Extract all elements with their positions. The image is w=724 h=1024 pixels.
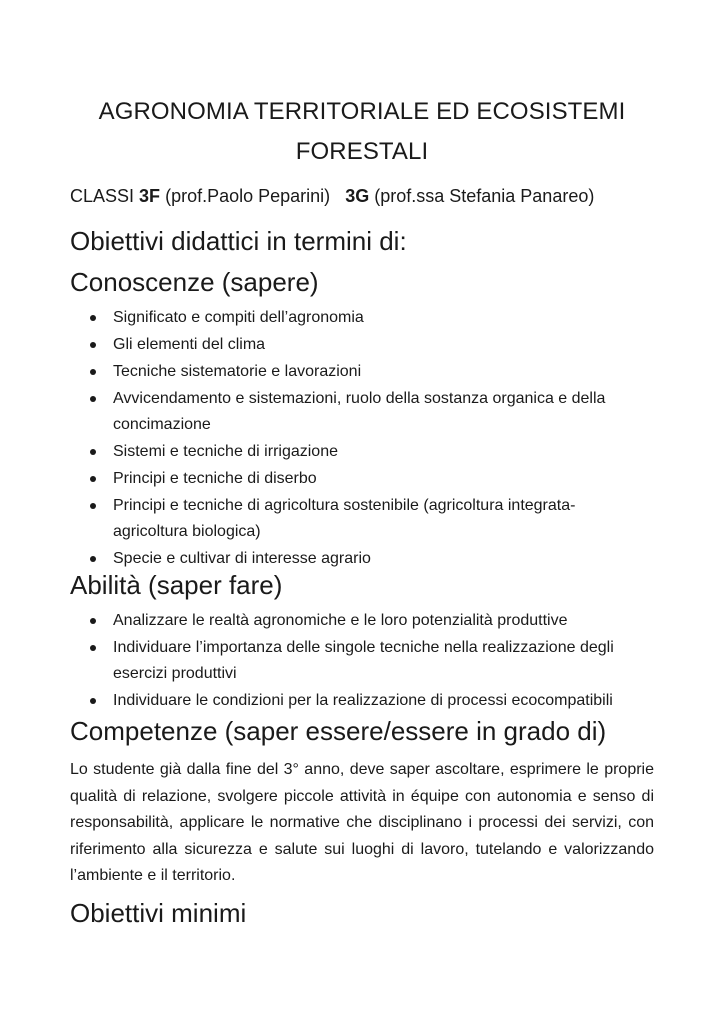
document-title: AGRONOMIA TERRITORIALE ED ECOSISTEMI FORESTALI <box>98 98 626 165</box>
class-3f: 3F <box>139 186 161 206</box>
list-item: Principi e tecniche di diserbo <box>70 466 670 492</box>
teacher-3g: (prof.ssa Stefania Panareo) <box>374 186 595 206</box>
list-item: Gli elementi del clima <box>70 332 670 358</box>
conoscenze-heading: Conoscenze (sapere) <box>70 267 319 297</box>
list-item: Individuare l’importanza delle singole tecniche nella realizzazione degli esercizi produttivi <box>70 635 670 687</box>
class-3g: 3G <box>345 186 370 206</box>
classes-prefix: CLASSI <box>70 186 135 206</box>
competenze-paragraph: Lo studente già dalla fine del 3° anno, deve saper ascoltare, esprimere le proprie qualità di relazione, svolgere piccole attività in équipe con autonomia e senso di responsabilità, applicare le normative che disciplinano i processi dei servizi, con riferimento alla sicurezza e salute sui luoghi di lavoro, tutelando e valorizzando l’ambiente e il territorio. <box>70 761 654 884</box>
obiettivi-minimi-heading: Obiettivi minimi <box>70 898 247 928</box>
abilita-list <box>70 608 670 715</box>
list-item: Principi e tecniche di agricoltura sostenibile (agricoltura integrata-agricoltura biologica) <box>70 493 670 545</box>
conoscenze-list <box>70 305 670 573</box>
competenze-heading: Competenze (saper essere/essere in grado di) <box>70 716 607 746</box>
abilita-heading: Abilità (saper fare) <box>70 570 283 600</box>
list-item: Individuare le condizioni per la realizzazione di processi ecocompatibili <box>70 688 670 714</box>
list-item: Tecniche sistematorie e lavorazioni <box>70 359 670 385</box>
objectives-heading: Obiettivi didattici in termini di: <box>70 226 407 256</box>
list-item: Sistemi e tecniche di irrigazione <box>70 439 670 465</box>
teacher-3f: (prof.Paolo Peparini) <box>165 186 331 206</box>
list-item: Avvicendamento e sistemazioni, ruolo della sostanza organica e della concimazione <box>70 386 670 438</box>
list-item: Analizzare le realtà agronomiche e le loro potenzialità produttive <box>70 608 670 634</box>
classes-line <box>70 186 594 207</box>
list-item: Significato e compiti dell’agronomia <box>70 305 670 331</box>
list-item: Specie e cultivar di interesse agrario <box>70 546 670 572</box>
